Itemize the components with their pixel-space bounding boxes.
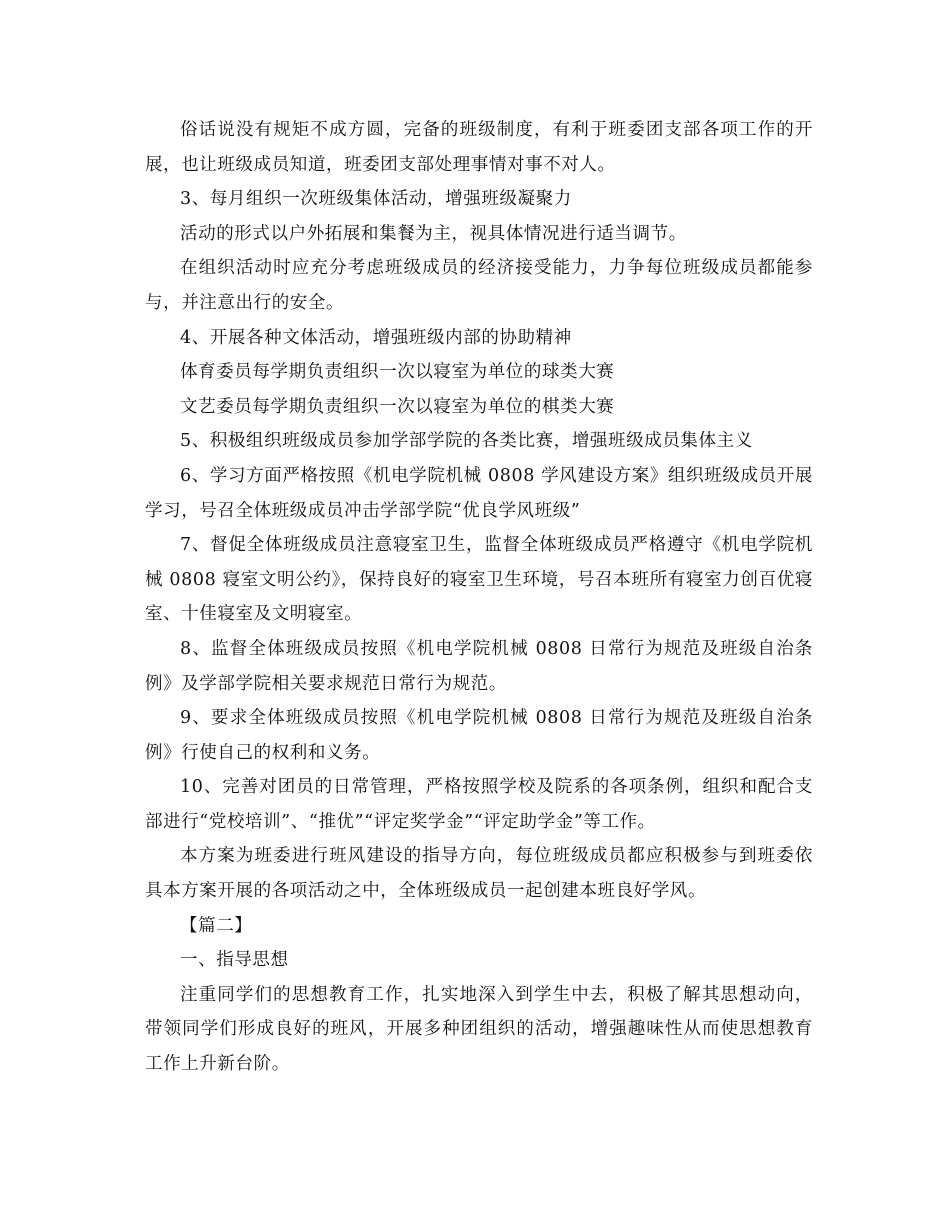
paragraph-arts: 文艺委员每学期负责组织一次以寝室为单位的棋类大赛 <box>180 396 615 417</box>
item-8: 8、监督全体班级成员按照《机电学院机械 0808 日常行为规范及班级自治条例》及学部学院相关要求规范日常行为规范。 <box>145 638 813 694</box>
item-9: 9、要求全体班级成员按照《机电学院机械 0808 日常行为规范及班级自治条例》行使自己的权利和义务。 <box>145 708 813 763</box>
paragraph-activity-consideration: 在组织活动时应充分考虑班级成员的经济接受能力，力争每位班级成员都能参与，并注意出行的安全。 <box>145 258 813 313</box>
item-6: 6、学习方面严格按照《机电学院机械 0808 学风建设方案》组织班级成员开展学习，号召全体班级成员冲击学部学院“优良学风班级” <box>145 465 813 521</box>
paragraph-sports: 体育委员每学期负责组织一次以寝室为单位的球类大赛 <box>180 362 615 383</box>
item-10: 10、完善对团员的日常管理，严格按照学校及院系的各项条例，组织和配合支部进行“党校培训”、“推优”“评定奖学金”“评定助学金”等工作。 <box>145 777 813 832</box>
subheading-guiding-thought: 一、指导思想 <box>180 950 289 971</box>
paragraph-conclusion: 本方案为班委进行班风建设的指导方向，每位班级成员都应积极参与到班委依具本方案开展的各项活动之中，全体班级成员一起创建本班良好学风。 <box>145 846 813 902</box>
section-heading-part-two: 【篇二】 <box>180 915 253 936</box>
item-5: 5、积极组织班级成员参加学部学院的各类比赛，增强班级成员集体主义 <box>180 431 753 452</box>
item-3-heading: 3、每月组织一次班级集体活动，增强班级凝聚力 <box>180 189 572 210</box>
item-7: 7、督促全体班级成员注意寝室卫生，监督全体班级成员严格遵守《机电学院机械 0808 寝室文明公约》，保持良好的寝室卫生环境，号召本班所有寝室力创百优寝室、十佳寝室及文明寝室。 <box>145 535 813 625</box>
paragraph-rules: 俗话说没有规矩不成方圆，完备的班级制度，有利于班委团支部各项工作的开展，也让班级成员知道，班委团支部处理事情对事不对人。 <box>145 120 813 175</box>
document-body <box>145 113 813 1082</box>
item-4-heading: 4、开展各种文体活动，增强班级内部的协助精神 <box>180 327 572 348</box>
paragraph-activity-form: 活动的形式以户外拓展和集餐为主，视具体情况进行适当调节。 <box>180 223 687 244</box>
paragraph-guiding-thought: 注重同学们的思想教育工作，扎实地深入到学生中去，积极了解其思想动向，带领同学们形成良好的班风，开展多种团组织的活动，增强趣味性从而使思想教育工作上升新台阶。 <box>145 984 813 1075</box>
